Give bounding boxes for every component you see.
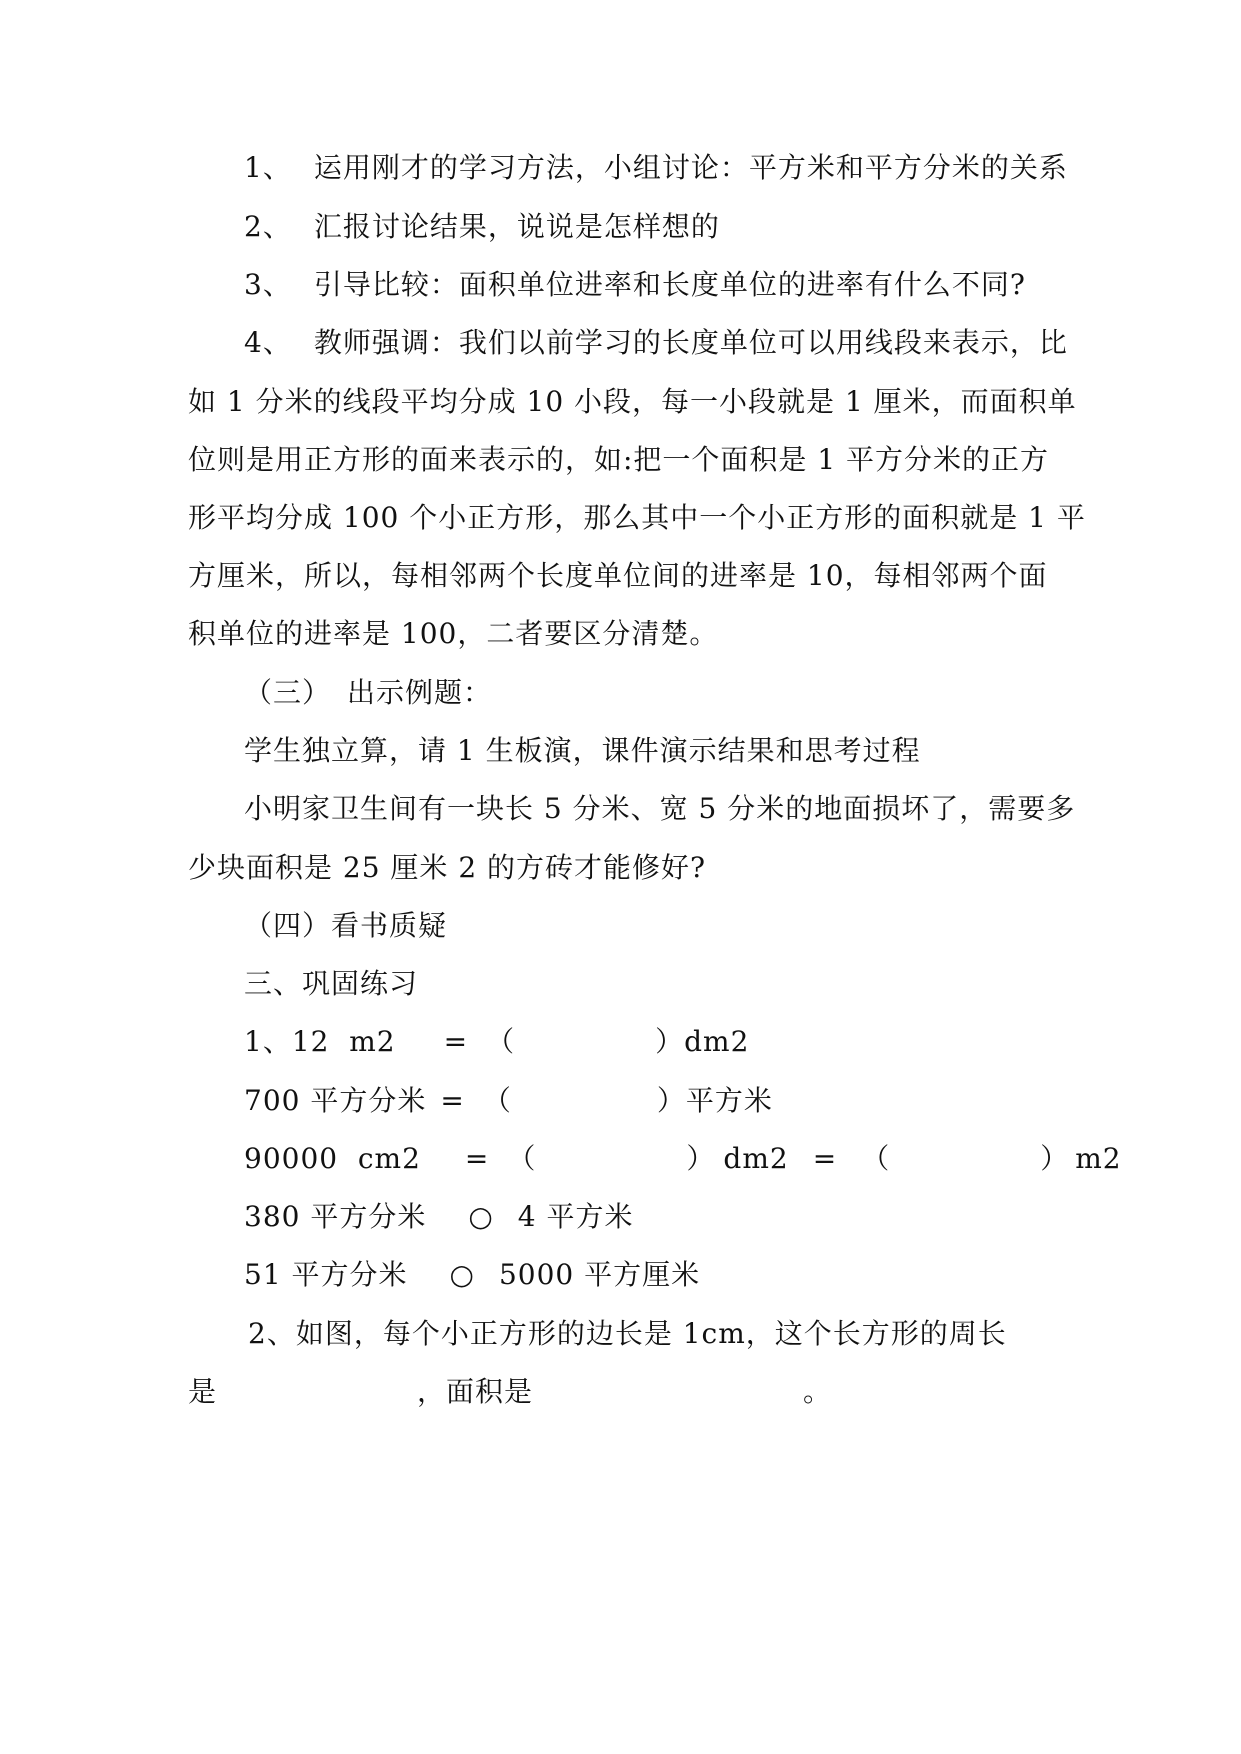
equals-sign: = — [440, 1084, 465, 1117]
section-3-heading — [244, 675, 492, 711]
close-paren-unit: ）平方米 — [656, 1084, 773, 1117]
step-2 — [244, 209, 720, 245]
step-text: 汇报讨论结果，说说是怎样想的 — [313, 210, 720, 243]
exercise-3 — [244, 1141, 1122, 1177]
question-2-line-1: 2、如图，每个小正方形的边长是 1cm，这个长方形的周长 — [248, 1317, 1007, 1350]
area-label: ，面积是 — [417, 1375, 534, 1408]
step-number: 2、 — [244, 210, 292, 243]
open-paren: （ — [507, 1142, 537, 1175]
step-text: 运用刚才的学习方法，小组讨论：平方米和平方分米的关系 — [313, 151, 1068, 184]
step-number: 3、 — [244, 268, 292, 301]
mid-unit: dm2 — [723, 1142, 789, 1175]
open-paren: （ — [486, 1025, 516, 1058]
exercise-2 — [244, 1083, 773, 1119]
section-4-heading: （四）看书质疑 — [244, 909, 448, 942]
close-paren-2: ） — [1040, 1142, 1070, 1175]
is-word: 是 — [188, 1375, 218, 1408]
compare-right: 4 平方米 — [517, 1200, 634, 1233]
equals-sign: = — [464, 1142, 490, 1175]
step-number: 4、 — [244, 326, 292, 359]
compare-right: 5000 平方厘米 — [498, 1258, 701, 1291]
exercise-1 — [244, 1024, 749, 1060]
step4-line-3: 形平均分成 100 个小正方形，那么其中一个小正方形的面积就是 1 平 — [188, 501, 1086, 534]
example-problem-line-2: 少块面积是 25 厘米 2 的方砖才能修好? — [188, 851, 707, 884]
exercise-prefix: 1、12 m2 — [244, 1025, 396, 1058]
step4-line-2: 位则是用正方形的面来表示的，如:把一个面积是 1 平方分米的正方 — [188, 443, 1050, 476]
exercise-prefix: 90000 cm2 — [244, 1142, 421, 1175]
compare-circle[interactable]: ○ — [468, 1200, 494, 1233]
example-intro: 学生独立算，请 1 生板演，课件演示结果和思考过程 — [244, 734, 921, 767]
exercise-5 — [244, 1257, 700, 1293]
close-paren: ） — [686, 1142, 716, 1175]
exercise-4 — [244, 1199, 634, 1235]
open-paren: （ — [482, 1084, 512, 1117]
section-title: 出示例题： — [347, 676, 493, 709]
step-1 — [244, 150, 1068, 186]
step4-line-1: 如 1 分米的线段平均分成 10 小段，每一小段就是 1 厘米，而面积单 — [188, 385, 1077, 418]
step-text: 教师强调：我们以前学习的长度单位可以用线段来表示，比 — [313, 326, 1068, 359]
close-paren-unit: ）dm2 — [655, 1025, 750, 1058]
equals-sign: = — [443, 1025, 469, 1058]
compare-circle[interactable]: ○ — [449, 1258, 475, 1291]
example-problem-line-1: 小明家卫生间有一块长 5 分米、宽 5 分米的地面损坏了，需要多 — [244, 792, 1076, 825]
step4-line-4: 方厘米，所以，每相邻两个长度单位间的进率是 10，每相邻两个面 — [188, 559, 1048, 592]
step-3 — [244, 267, 1026, 303]
step4-line-5: 积单位的进率是 100，二者要区分清楚。 — [188, 617, 719, 650]
period: 。 — [803, 1375, 833, 1408]
step-number: 1、 — [244, 151, 292, 184]
section-label: （三） — [244, 676, 332, 709]
practice-heading: 三、巩固练习 — [244, 967, 419, 1000]
step-text: 引导比较：面积单位进率和长度单位的进率有什么不同? — [313, 268, 1026, 301]
equals-sign-2: = — [812, 1142, 838, 1175]
exercise-prefix: 700 平方分米 — [244, 1084, 427, 1117]
step-4 — [244, 325, 1068, 361]
compare-left: 51 平方分米 — [244, 1258, 408, 1291]
compare-left: 380 平方分米 — [244, 1200, 427, 1233]
question-2-line-2 — [188, 1374, 832, 1410]
final-unit: m2 — [1075, 1142, 1122, 1175]
open-paren-2: （ — [861, 1142, 891, 1175]
